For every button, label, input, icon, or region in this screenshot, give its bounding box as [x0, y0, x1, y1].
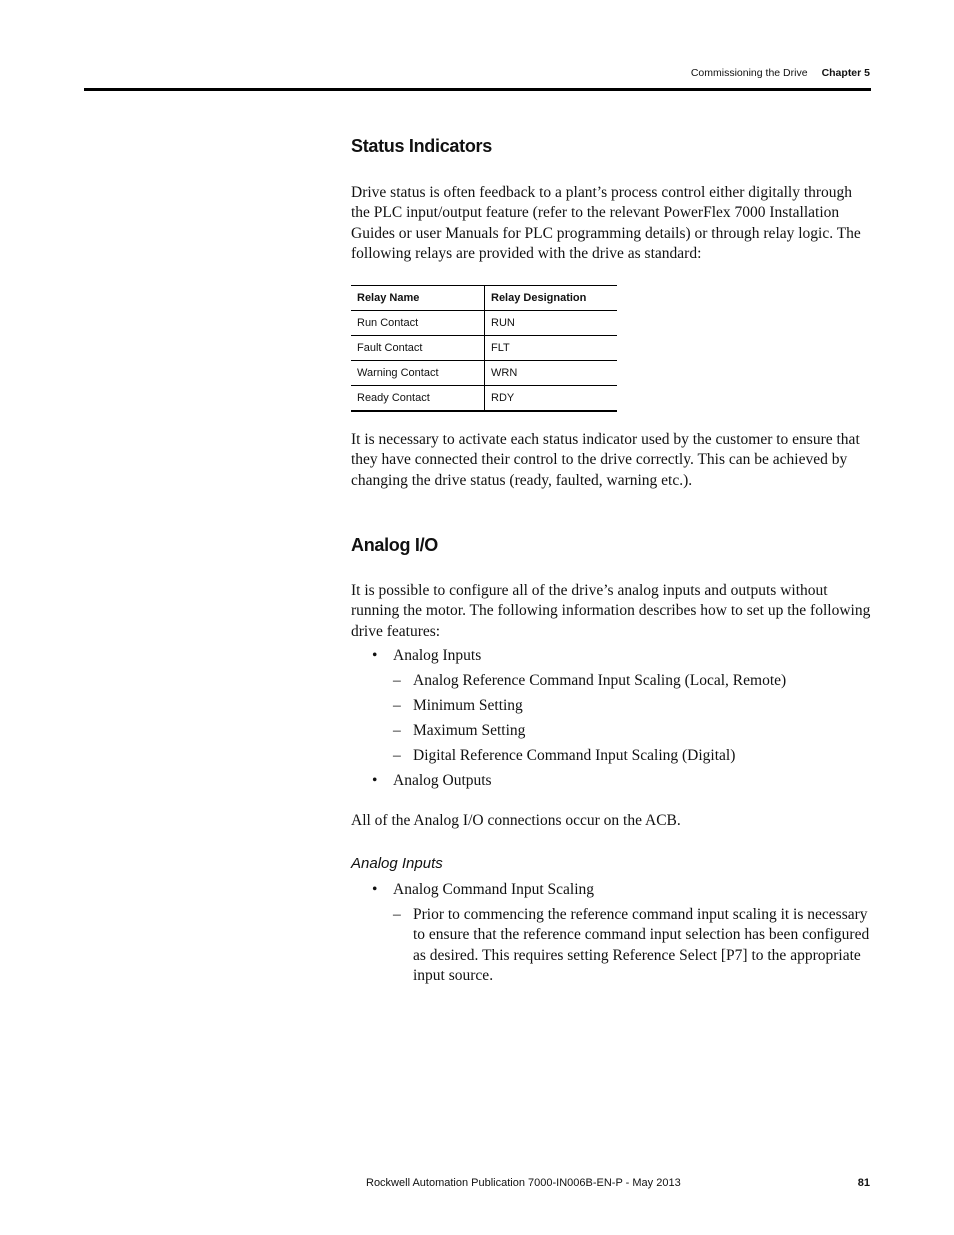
list-item-analog-inputs: Analog Inputs	[393, 647, 482, 664]
relay-designation-cell: WRN	[485, 361, 618, 386]
sub-list-item: Minimum Setting	[413, 697, 523, 714]
relay-name-cell: Ready Contact	[351, 386, 485, 412]
running-header	[691, 67, 870, 79]
dash-icon: –	[393, 747, 401, 764]
analog-io-heading: Analog I/O	[351, 535, 439, 555]
dash-icon: –	[393, 722, 401, 739]
analog-inputs-subheading: Analog Inputs	[351, 855, 443, 872]
sub-list-item: Digital Reference Command Input Scaling (Digital)	[413, 747, 736, 764]
bullet-icon: •	[372, 881, 378, 898]
table-header-row	[351, 286, 617, 311]
status-indicators-heading: Status Indicators	[351, 136, 492, 156]
sub-list-item: Analog Reference Command Input Scaling (Local, Remote)	[413, 672, 787, 689]
list-item-analog-outputs: Analog Outputs	[393, 772, 492, 789]
sub-list-item: Maximum Setting	[413, 722, 526, 739]
relay-name-cell: Warning Contact	[351, 361, 485, 386]
header-rule	[84, 88, 871, 91]
relay-designation-cell: RDY	[485, 386, 618, 412]
bullet-icon: •	[372, 647, 378, 664]
analog-intro-paragraph: It is possible to configure all of the drive’s analog inputs and outputs without running the motor. The following information describes how to set up the following drive features:	[351, 582, 871, 640]
column-header-relay-name: Relay Name	[351, 286, 485, 311]
status-outro-paragraph: It is necessary to activate each status indicator used by the customer to ensure that they have connected their control to the drive correctly. This can be achieved by changing the drive status (ready, faulted, warning etc.).	[351, 431, 860, 489]
table-row	[351, 386, 617, 412]
table-row	[351, 361, 617, 386]
status-intro-paragraph: Drive status is often feedback to a plant’s process control either digitally through the PLC input/output feature (refer to the relevant PowerFlex 7000 Installation Guides or user Manuals for PLC programming details) or through relay logic. The following relays are provided with the drive as standard:	[351, 184, 861, 262]
list-item-analog-command-input-scaling: Analog Command Input Scaling	[393, 881, 595, 898]
column-header-relay-designation: Relay Designation	[485, 286, 618, 311]
header-section-title: Commissioning the Drive	[690, 67, 808, 79]
table-row	[351, 336, 617, 361]
relay-name-cell: Fault Contact	[351, 336, 485, 361]
bullet-icon: •	[372, 772, 378, 789]
relay-designation-cell: RUN	[485, 311, 618, 336]
relay-table	[351, 285, 617, 412]
connections-note: All of the Analog I/O connections occur on the ACB.	[351, 812, 681, 829]
dash-icon: –	[393, 672, 401, 689]
dash-icon: –	[393, 697, 401, 714]
page-number: 81	[857, 1177, 870, 1189]
footer-publication: Rockwell Automation Publication 7000-IN006B-EN-P - May 2013	[366, 1177, 681, 1189]
relay-name-cell: Run Contact	[351, 311, 485, 336]
dash-icon: –	[393, 906, 401, 923]
header-chapter: Chapter 5	[821, 67, 870, 79]
table-row	[351, 311, 617, 336]
sub-list-item: Prior to commencing the reference command input scaling it is necessary to ensure that the reference command input selection has been configured as desired. This requires setting Reference Select [P7] to the appropriate input source.	[413, 906, 870, 984]
relay-designation-cell: FLT	[485, 336, 618, 361]
